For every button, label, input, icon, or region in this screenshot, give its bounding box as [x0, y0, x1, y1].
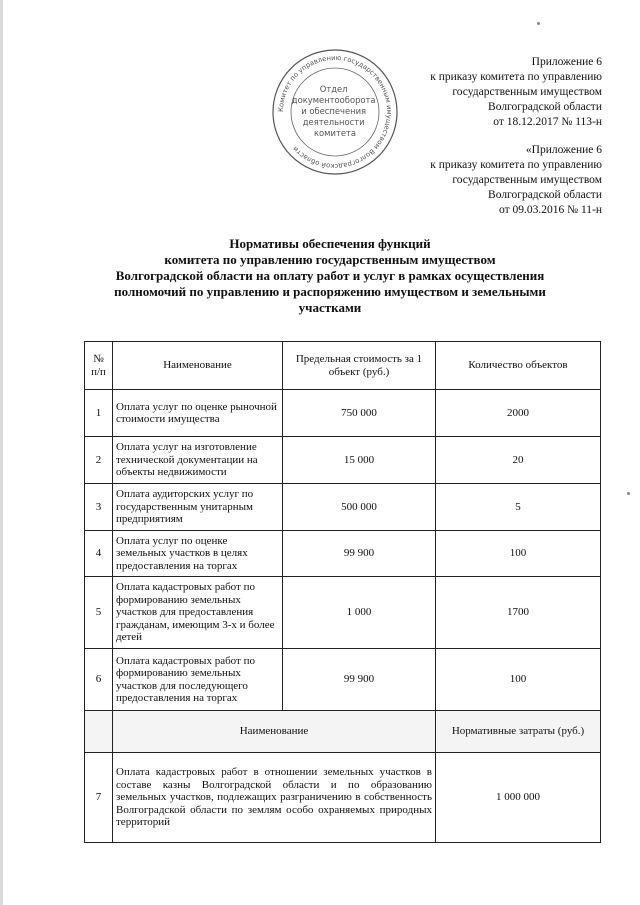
table-row: [85, 531, 601, 577]
annex-line: «Приложение 6: [525, 144, 602, 156]
row-price: 1 000: [283, 577, 436, 649]
subheader-name: Наименование: [113, 711, 436, 753]
row-count: 2000: [436, 390, 601, 437]
row-name: Оплата кадастровых работ по формированию земельных участков для последующего предоставления на торгах: [113, 649, 283, 711]
row-count: 1700: [436, 577, 601, 649]
title-line: участками: [298, 300, 362, 315]
row-num: 1: [85, 390, 113, 437]
title-line: Нормативы обеспечения функций: [229, 236, 431, 251]
row-count: 20: [436, 437, 601, 484]
row-name: Оплата услуг на изготовление технической документации на объекты недвижимости: [113, 437, 283, 484]
table-row: [85, 649, 601, 711]
title-line: Волгоградской области на оплату работ и услуг в рамках осуществления: [115, 268, 545, 283]
office-stamp: [270, 47, 400, 177]
annex-line: Волгоградской области: [488, 101, 602, 113]
table-row: [85, 753, 601, 843]
row-num: 2: [85, 437, 113, 484]
row-price: 750 000: [283, 390, 436, 437]
header-name: Наименование: [113, 342, 283, 390]
scan-edge: [0, 0, 3, 905]
row-name: Оплата аудиторских услуг по государственным унитарным предприятиям: [113, 484, 283, 531]
row-name: Оплата услуг по оценке земельных участков в целях предоставления на торгах: [113, 531, 283, 577]
row-num: 6: [85, 649, 113, 711]
document-title: [90, 236, 570, 316]
annex-line: Волгоградской области: [488, 189, 602, 201]
scan-speck: [627, 492, 630, 495]
annex-previous: [430, 143, 602, 218]
stamp-seal: [270, 47, 400, 177]
row-cost: 1 000 000: [436, 753, 601, 843]
table-row: [85, 437, 601, 484]
norms-table: [84, 341, 601, 843]
annex-line: от 18.12.2017 № 113-н: [493, 116, 602, 128]
annex-line: Приложение 6: [531, 56, 602, 68]
annex-line: от 09.03.2016 № 11-н: [498, 204, 602, 216]
subheader-cost: Нормативные затраты (руб.): [436, 711, 601, 753]
row-price: 99 900: [283, 649, 436, 711]
table-header-row: [85, 342, 601, 390]
row-count: 100: [436, 531, 601, 577]
annex-current: [430, 55, 602, 130]
title-line: полномочий по управлению и распоряжению имуществом и земельными: [114, 284, 546, 299]
row-name: Оплата услуг по оценке рыночной стоимости имущества: [113, 390, 283, 437]
row-count: 100: [436, 649, 601, 711]
table-row: [85, 390, 601, 437]
stamp-center-text: Отдел документооборота и обеспечения деятельности комитета: [291, 84, 376, 138]
annex-line: к приказу комитета по управлению: [430, 159, 602, 171]
row-price: 500 000: [283, 484, 436, 531]
scan-speck: [537, 22, 540, 25]
row-num: 5: [85, 577, 113, 649]
stamp-ring-text: Комитет по управлению государственным имуществом Волгоградской области: [276, 53, 394, 171]
row-count: 5: [436, 484, 601, 531]
row-name: Оплата кадастровых работ в отношении земельных участков в составе казны Волгоградской области и по образованию земельных участков, подлежащих разграничению в собственность Волгоградской области по землям особо охраняемых природных территорий: [113, 753, 436, 843]
row-price: 15 000: [283, 437, 436, 484]
row-name: Оплата кадастровых работ по формированию земельных участков для предоставления гражданам, имеющим 3-х и более детей: [113, 577, 283, 649]
table-row: [85, 484, 601, 531]
header-count: Количество объектов: [436, 342, 601, 390]
annex-line: государственным имуществом: [452, 174, 602, 186]
table-subheader-row: [85, 711, 601, 753]
annex-line: к приказу комитета по управлению: [430, 71, 602, 83]
title-line: комитета по управлению государственным имуществом: [164, 252, 496, 267]
row-num: 3: [85, 484, 113, 531]
header-price: Предельная стоимость за 1 объект (руб.): [283, 342, 436, 390]
subheader-empty: [85, 711, 113, 753]
header-num: № п/п: [85, 342, 113, 390]
row-num: 4: [85, 531, 113, 577]
row-price: 99 900: [283, 531, 436, 577]
table-row: [85, 577, 601, 649]
row-num: 7: [85, 753, 113, 843]
annex-line: государственным имуществом: [452, 86, 602, 98]
